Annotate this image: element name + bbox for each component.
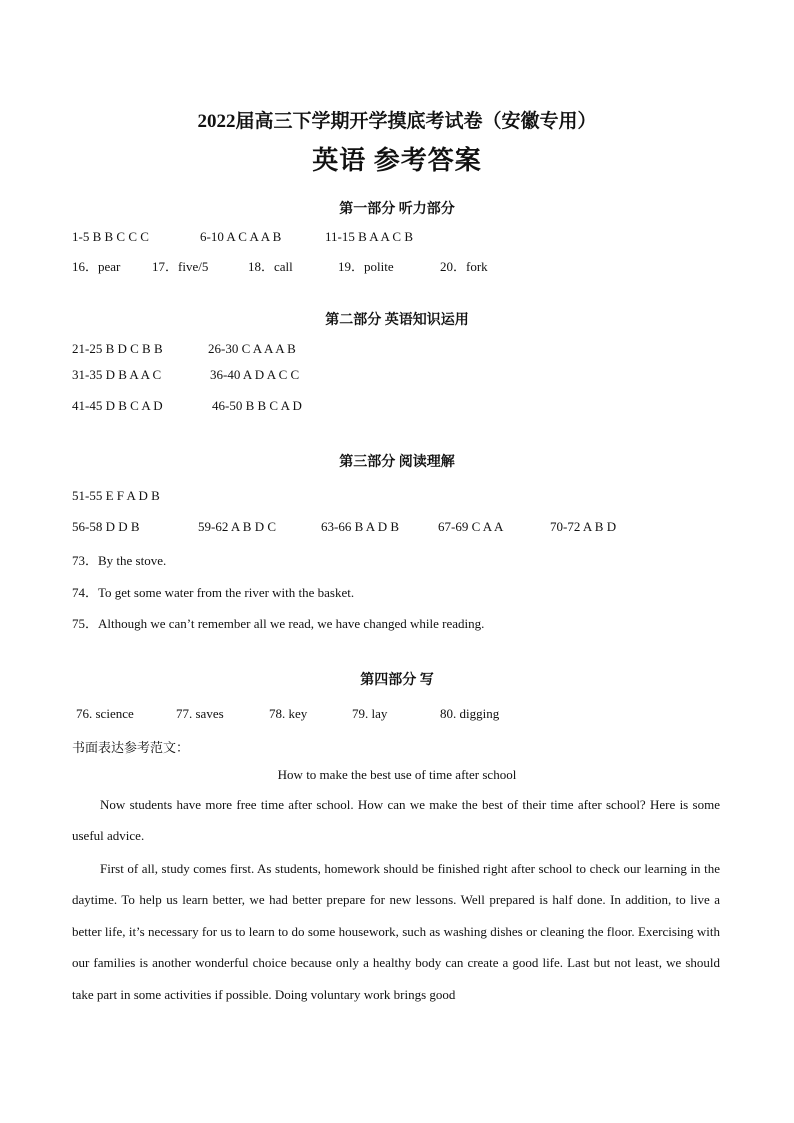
answer-item: 16．pear	[72, 259, 121, 274]
answer-73: 73．By the stove.	[72, 553, 167, 568]
answer-74: 74．To get some water from the river with the basket.	[72, 585, 355, 600]
answer-group: 67-69 C A A	[438, 519, 504, 534]
part1-heading: 第一部分 听力部分	[339, 202, 455, 217]
essay-paragraph-2: First of all, study comes first. As students, homework should be finished right after school to check our learning in the daytime. To help us learn better, we had better prepare for new lessons. Well prepared is half done. In addition, to live a better life, it’s necessary for us to learn to do some housework, such as washing dishes or cleaning the floor. Exercising with our families is another wonderful choice because only a healthy body can create a good life. Last but not least, we should take part in some activities if possible. Doing voluntary work brings good	[72, 861, 720, 1002]
document-title: 2022届高三下学期开学摸底考试卷（安徽专用）	[197, 111, 597, 132]
answer-group: 31-35 D B A A C	[72, 367, 162, 382]
answer-item: 18．call	[248, 259, 293, 274]
answer-group: 70-72 A B D	[550, 519, 617, 534]
answer-group: 21-25 B D C B B	[72, 341, 163, 356]
answer-group: 63-66 B A D B	[321, 519, 400, 534]
answer-75: 75．Although we can’t remember all we read, we have changed while reading.	[72, 616, 485, 631]
part4-heading: 第四部分 写	[360, 673, 434, 688]
essay-paragraph-1: Now students have more free time after school. How can we make the best of their time after school? Here is some useful advice.	[72, 797, 720, 844]
part3-heading: 第三部分 阅读理解	[339, 455, 455, 470]
answer-group: 6-10 A C A A B	[200, 229, 282, 244]
answer-item: 20．fork	[440, 259, 488, 274]
answer-group: 11-15 B A A C B	[325, 229, 414, 244]
answer-group: 26-30 C A A A B	[208, 341, 296, 356]
answer-group: 1-5 B B C C C	[72, 229, 149, 244]
answer-item: 79. lay	[352, 706, 388, 721]
answer-item: 80. digging	[440, 706, 500, 721]
answer-group: 51-55 E F A D B	[72, 488, 160, 503]
answer-item: 77. saves	[176, 706, 224, 721]
document-subtitle: 英语 参考答案	[312, 146, 482, 175]
answer-item: 76. science	[76, 706, 134, 721]
answer-group: 41-45 D B C A D	[72, 398, 163, 413]
part2-heading: 第二部分 英语知识运用	[325, 313, 469, 328]
answer-group: 36-40 A D A C C	[210, 367, 300, 382]
answer-group: 56-58 D D B	[72, 519, 140, 534]
answer-item: 17．five/5	[152, 259, 209, 274]
essay-label: 书面表达参考范文：	[72, 740, 190, 755]
answer-group: 59-62 A B D C	[198, 519, 277, 534]
essay-title: How to make the best use of time after school	[277, 767, 517, 782]
answer-group: 46-50 B B C A D	[212, 398, 302, 413]
answer-item: 19．polite	[338, 259, 394, 274]
answer-item: 78. key	[269, 706, 308, 721]
